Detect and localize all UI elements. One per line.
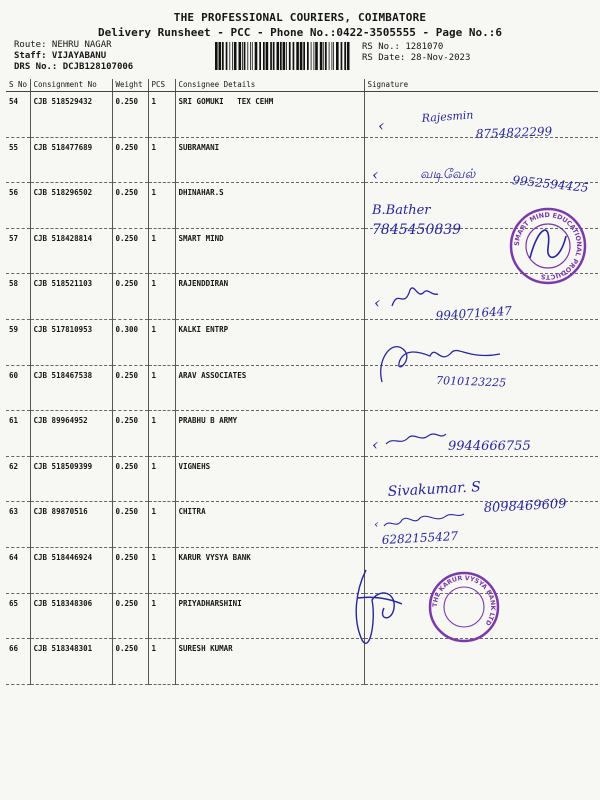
pcs-cell: 1 (148, 183, 175, 229)
weight-cell: 0.250 (112, 274, 148, 320)
stamp-57-text: SMART MIND EDUCATIONAL PRODUCTS (512, 210, 584, 282)
table-row (6, 547, 598, 593)
table-row (6, 228, 598, 274)
barcode-bar (303, 42, 305, 70)
weight-cell: 0.250 (112, 547, 148, 593)
consignee-cell: PRIYADHARSHINI (175, 593, 364, 639)
barcode-bar (226, 42, 228, 70)
pcs-cell: 1 (148, 319, 175, 365)
table-row (6, 137, 598, 183)
pcs-cell: 1 (148, 593, 175, 639)
weight-cell: 0.250 (112, 456, 148, 502)
barcode-bar (320, 42, 323, 70)
pcs-cell: 1 (148, 456, 175, 502)
signature-cell (364, 502, 598, 548)
signature-cell (364, 183, 598, 229)
signature-63-phone: 6282155427 (381, 529, 459, 547)
pcs-cell: 1 (148, 547, 175, 593)
weight-cell: 0.250 (112, 137, 148, 183)
barcode-bar (263, 42, 265, 70)
table-row (6, 92, 598, 138)
consignment-cell: CJB 518296502 (30, 183, 112, 229)
signature-cell (364, 593, 598, 639)
sno-cell: 59 (6, 319, 30, 365)
consignment-cell: CJB 518521103 (30, 274, 112, 320)
signature-cell (364, 274, 598, 320)
weight-cell: 0.250 (112, 411, 148, 457)
signature-58-arrow: ‹ (374, 293, 381, 312)
signature-cell (364, 639, 598, 685)
barcode-bar (219, 42, 222, 70)
barcode-bar (307, 42, 309, 70)
barcode-bar (344, 42, 346, 70)
barcode-bar (255, 42, 258, 70)
weight-cell: 0.250 (112, 228, 148, 274)
signature-62-name: Sivakumar. S (387, 479, 482, 500)
consignment-cell: CJB 89870516 (30, 502, 112, 548)
consignment-cell: CJB 518509399 (30, 456, 112, 502)
signature-54-arrow: ‹ (378, 116, 385, 135)
barcode-bar (283, 42, 286, 70)
barcode-bar (252, 42, 253, 70)
table-row (6, 639, 598, 685)
signature-54-phone: 8754822299 (475, 124, 553, 141)
sno-cell: 56 (6, 183, 30, 229)
barcode-bar (222, 42, 224, 70)
consignee-cell: RAJENDDIRAN (175, 274, 364, 320)
rs-date: RS Date: 28-Nov-2023 (362, 53, 471, 63)
signature-cell (364, 137, 598, 183)
barcode-bar (234, 42, 237, 70)
signature-56-phone: 7845450839 (372, 222, 462, 238)
pcs-cell: 1 (148, 639, 175, 685)
pcs-cell: 1 (148, 274, 175, 320)
signature-55-phone: 9952594425 (511, 173, 590, 195)
col-header-signature: Signature (364, 79, 598, 92)
weight-cell: 0.250 (112, 365, 148, 411)
sno-cell: 62 (6, 456, 30, 502)
barcode-bar (270, 42, 272, 70)
sno-cell: 57 (6, 228, 30, 274)
barcode-bar (259, 42, 261, 70)
col-header-sno: S No (6, 79, 30, 92)
barcode-bar (347, 42, 350, 70)
barcode-bar (239, 42, 242, 70)
consignee-cell: SRI GOMUKI TEX CEHM (175, 92, 364, 138)
runsheet-table (6, 79, 598, 685)
signature-55-name: வடிவேல் (420, 167, 476, 182)
signature-cell (364, 456, 598, 502)
table-row (6, 365, 598, 411)
weight-cell: 0.250 (112, 502, 148, 548)
sno-cell: 54 (6, 92, 30, 138)
signature-63-arrow: ‹ (374, 517, 379, 531)
barcode-bar (229, 42, 230, 70)
barcode-bar (266, 42, 269, 70)
signature-cell (364, 365, 598, 411)
barcode-bar (314, 42, 315, 70)
pcs-cell: 1 (148, 228, 175, 274)
consignee-cell: PRABHU B ARMY (175, 411, 364, 457)
consignee-cell: CHITRA (175, 502, 364, 548)
consignment-cell: CJB 518428814 (30, 228, 112, 274)
barcode-bar (315, 42, 318, 70)
barcode-bar (325, 42, 327, 70)
barcode-bar (289, 42, 291, 70)
consignee-cell: KALKI ENTRP (175, 319, 364, 365)
consignment-cell: CJB 517810953 (30, 319, 112, 365)
company-title: THE PROFESSIONAL COURIERS, COIMBATORE (173, 11, 427, 24)
consignment-cell: CJB 518467538 (30, 365, 112, 411)
barcode-bar (286, 42, 287, 70)
barcode-bar (323, 42, 324, 70)
barcode-bar (250, 42, 251, 70)
consignment-cell: CJB 518477689 (30, 137, 112, 183)
consignee-cell: SMART MIND (175, 228, 364, 274)
table-row (6, 456, 598, 502)
consignee-cell: DHINAHAR.S (175, 183, 364, 229)
barcode-bar (296, 42, 299, 70)
signature-cell (364, 319, 598, 365)
signature-56-name: B.Bather (372, 203, 431, 218)
barcode-bar (336, 42, 339, 70)
consignment-cell: CJB 518348301 (30, 639, 112, 685)
barcode-bar (300, 42, 303, 70)
signature-cell (364, 92, 598, 138)
signature-55-arrow: ‹ (372, 165, 379, 184)
pcs-cell: 1 (148, 502, 175, 548)
barcode-bar (232, 42, 233, 70)
table-row (6, 183, 598, 229)
table-row (6, 502, 598, 548)
pcs-cell: 1 (148, 92, 175, 138)
col-header-weight: Weight (112, 79, 148, 92)
consignee-cell: ARAV ASSOCIATES (175, 365, 364, 411)
barcode-bar (333, 42, 334, 70)
barcode-bar (247, 42, 248, 70)
sno-cell: 66 (6, 639, 30, 685)
barcode-bar (293, 42, 295, 70)
consignee-cell: SUBRAMANI (175, 137, 364, 183)
barcode-bar (332, 42, 333, 70)
signature-58-phone: 9940716447 (435, 303, 513, 323)
signature-62-phone: 8098469609 (483, 496, 567, 516)
staff-label: Staff: VIJAYABANU (14, 51, 107, 61)
consignee-cell: KARUR VYSYA BANK (175, 547, 364, 593)
sno-cell: 64 (6, 547, 30, 593)
weight-cell: 0.250 (112, 639, 148, 685)
barcode-bar (329, 42, 330, 70)
pcs-cell: 1 (148, 411, 175, 457)
signature-59-phone: 7010123225 (435, 374, 507, 390)
consignment-cell: CJB 518529432 (30, 92, 112, 138)
col-header-consignment: Consignment No (30, 79, 112, 92)
sno-cell: 61 (6, 411, 30, 457)
rs-number: RS No.: 1281070 (362, 42, 444, 52)
weight-cell: 0.250 (112, 183, 148, 229)
pcs-cell: 1 (148, 365, 175, 411)
sno-cell: 60 (6, 365, 30, 411)
barcode-bar (311, 42, 312, 70)
table-row (6, 593, 598, 639)
col-header-pcs: PCS (148, 79, 175, 92)
stamp-64-text: THE KARUR VYSYA BANK LTD (431, 574, 497, 627)
weight-cell: 0.300 (112, 319, 148, 365)
barcode-bar (215, 42, 218, 70)
signature-54-name: Rajesmin (421, 108, 474, 125)
barcode (215, 42, 353, 70)
barcode-bar (341, 42, 343, 70)
table-row (6, 411, 598, 457)
sno-cell: 58 (6, 274, 30, 320)
barcode-bar (277, 42, 280, 70)
barcode-bar (280, 42, 282, 70)
sno-cell: 63 (6, 502, 30, 548)
drs-number: DRS No.: DCJB128107006 (14, 62, 134, 72)
route-label: Route: NEHRU NAGAR (14, 40, 112, 50)
runsheet-subtitle: Delivery Runsheet - PCC - Phone No.:0422-3505555 - Page No.:6 (98, 26, 502, 39)
table-row (6, 274, 598, 320)
barcode-bar (273, 42, 275, 70)
sno-cell: 65 (6, 593, 30, 639)
consignee-cell: VIGNEHS (175, 456, 364, 502)
barcode-bar (242, 42, 243, 70)
table-header-row (6, 79, 598, 92)
weight-cell: 0.250 (112, 593, 148, 639)
consignment-cell: CJB 518348306 (30, 593, 112, 639)
signature-cell (364, 411, 598, 457)
signature-cell (364, 228, 598, 274)
consignment-cell: CJB 89964952 (30, 411, 112, 457)
weight-cell: 0.250 (112, 92, 148, 138)
consignee-cell: SURESH KUMAR (175, 639, 364, 685)
signature-61-phone: 9944666755 (448, 439, 531, 454)
signature-cell (364, 547, 598, 593)
signature-61-arrow: ‹ (372, 435, 379, 454)
sno-cell: 55 (6, 137, 30, 183)
col-header-consignee: Consignee Details (175, 79, 364, 92)
consignment-cell: CJB 518446924 (30, 547, 112, 593)
table-row (6, 319, 598, 365)
pcs-cell: 1 (148, 137, 175, 183)
barcode-bar (244, 42, 246, 70)
